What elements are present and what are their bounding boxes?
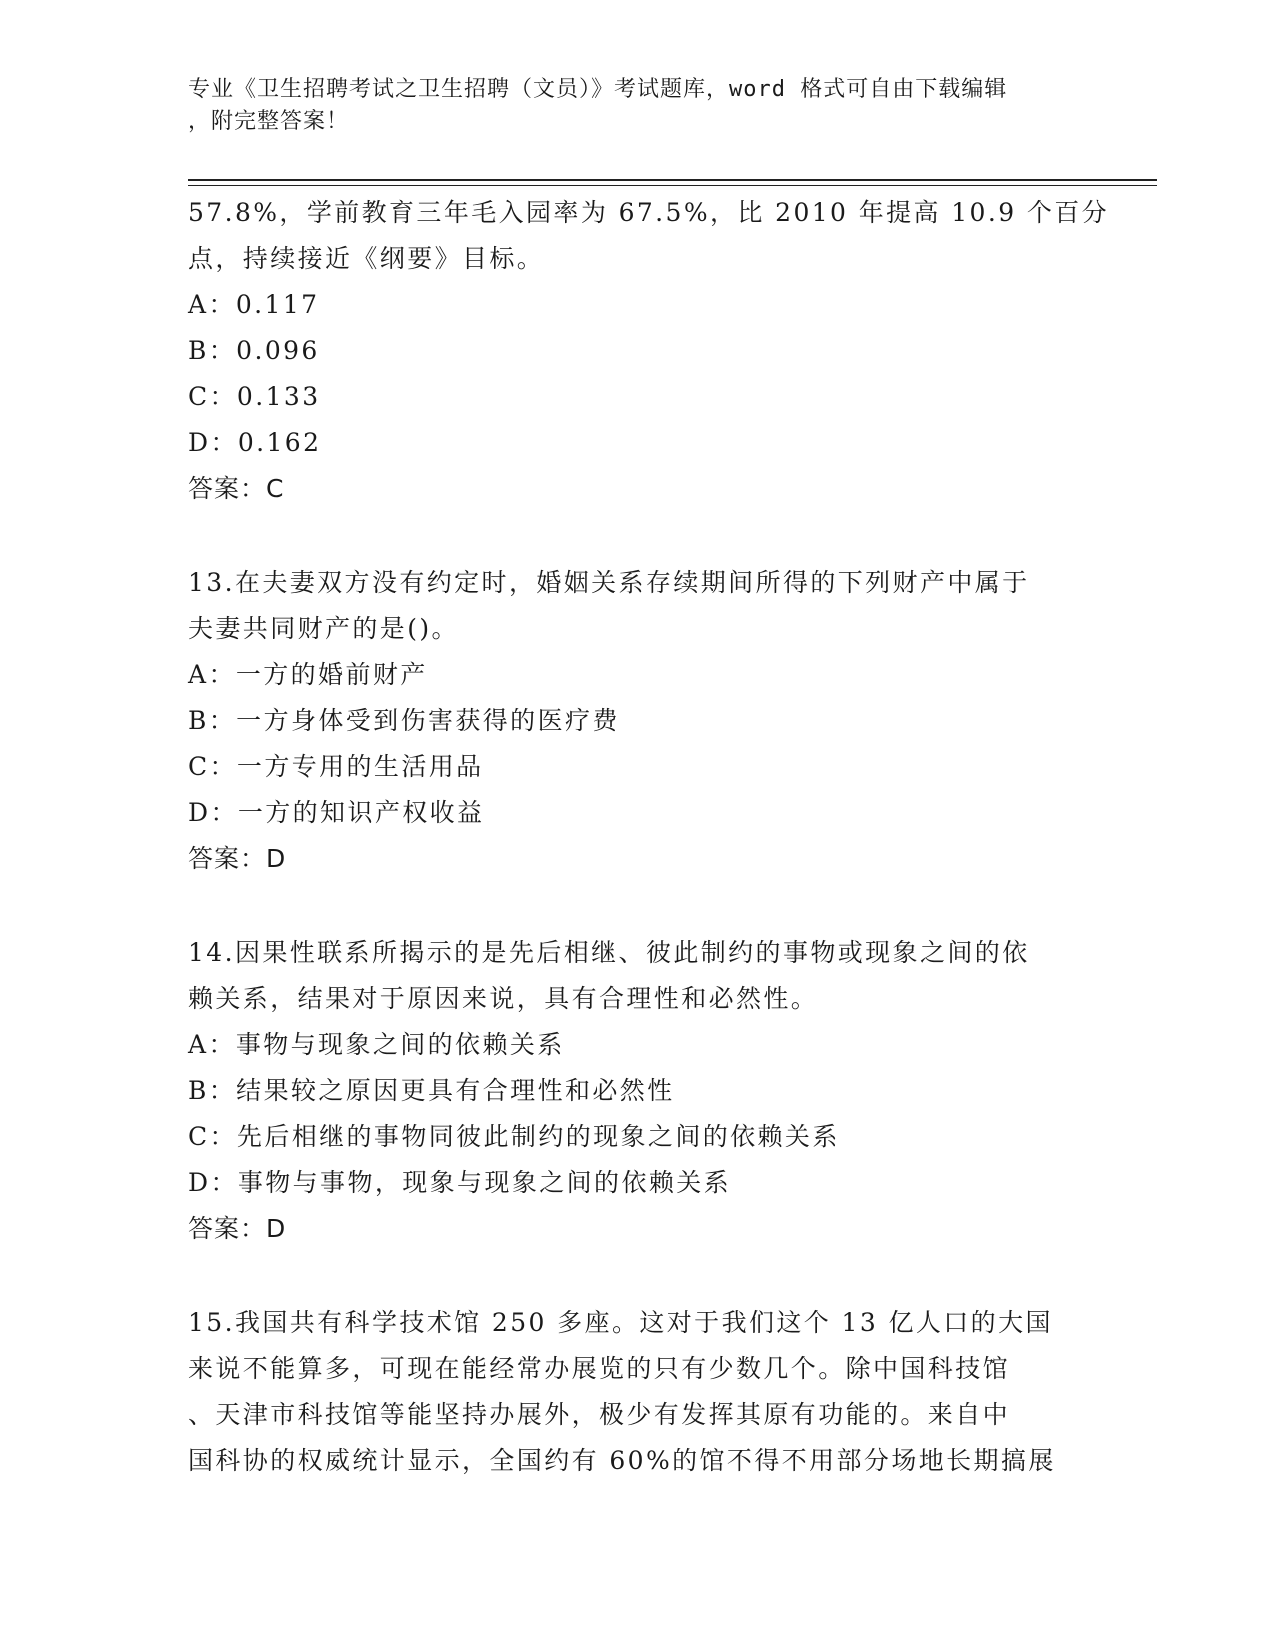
option-b: B：结果较之原因更具有合理性和必然性 xyxy=(188,1076,675,1105)
header-divider xyxy=(188,179,1157,181)
option-c: C：0.133 xyxy=(188,382,321,411)
option-d: D：0.162 xyxy=(188,428,322,457)
option-c: C：先后相继的事物同彼此制约的现象之间的依赖关系 xyxy=(188,1122,840,1151)
spacer xyxy=(188,882,1088,930)
answer-line: 答案：D xyxy=(188,844,287,873)
answer-line: 答案：C xyxy=(188,474,285,503)
option-a: A：一方的婚前财产 xyxy=(188,660,428,689)
option-d: D：一方的知识产权收益 xyxy=(188,798,485,827)
option-a: A：0.117 xyxy=(188,290,320,319)
option-b: B：一方身体受到伤害获得的医疗费 xyxy=(188,706,620,735)
header-line-2: ，附完整答案！ xyxy=(188,109,350,134)
spacer xyxy=(188,1252,1088,1300)
option-d: D：事物与事物，现象与现象之间的依赖关系 xyxy=(188,1168,732,1197)
question-text-line: 夫妻共同财产的是()。 xyxy=(188,614,459,643)
question-text-line: 15.我国共有科学技术馆 250 多座。这对于我们这个 13 亿人口的大国 xyxy=(188,1308,1053,1337)
question-text-line: 14.因果性联系所揭示的是先后相继、彼此制约的事物或现象之间的依 xyxy=(188,938,1030,967)
option-c: C：一方专用的生活用品 xyxy=(188,752,484,781)
question-15 xyxy=(188,1300,1088,1484)
header-divider-thin xyxy=(188,185,1157,186)
question-text-line: 点，持续接近《纲要》目标。 xyxy=(188,244,545,273)
question-13 xyxy=(188,560,1088,882)
page-header xyxy=(188,74,1088,138)
question-text-line: 13.在夫妻双方没有约定时，婚姻关系存续期间所得的下列财产中属于 xyxy=(188,568,1030,597)
question-text-line: 赖关系，结果对于原因来说，具有合理性和必然性。 xyxy=(188,984,819,1013)
header-line-1: 专业《卫生招聘考试之卫生招聘（文员）》考试题库，word 格式可自由下载编辑 xyxy=(188,77,1008,102)
spacer xyxy=(188,512,1088,560)
document-body xyxy=(188,190,1110,1484)
question-12 xyxy=(188,190,1110,512)
option-a: A：事物与现象之间的依赖关系 xyxy=(188,1030,565,1059)
question-text-line: 来说不能算多，可现在能经常办展览的只有少数几个。除中国科技馆 xyxy=(188,1354,1011,1383)
question-text-line: 国科协的权威统计显示，全国约有 60%的馆不得不用部分场地长期搞展 xyxy=(188,1446,1056,1475)
question-14 xyxy=(188,930,1088,1252)
answer-line: 答案：D xyxy=(188,1214,287,1243)
option-b: B：0.096 xyxy=(188,336,320,365)
question-text-line: 、天津市科技馆等能坚持办展外，极少有发挥其原有功能的。来自中 xyxy=(188,1400,1011,1429)
question-text-line: 57.8%，学前教育三年毛入园率为 67.5%，比 2010 年提高 10.9 个百分 xyxy=(188,198,1110,227)
